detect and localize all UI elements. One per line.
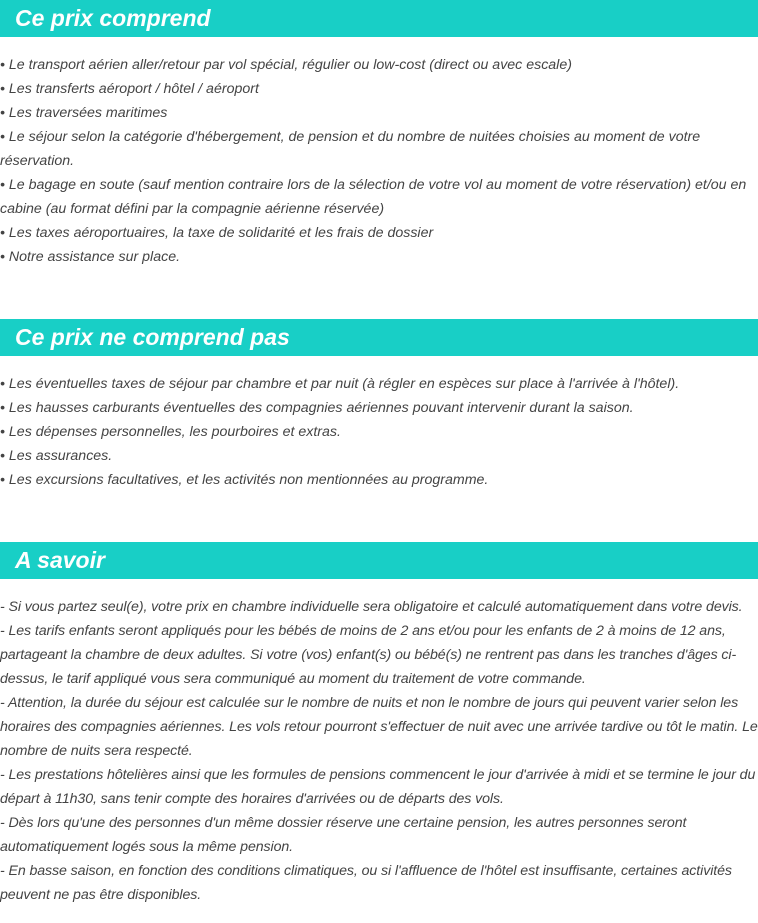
section-title: Ce prix ne comprend pas [15,324,290,350]
list-item: • Le séjour selon la catégorie d'hébergement, de pension et du nombre de nuitées choisies au moment de votre réservation. [0,129,701,169]
section-good-to-know [0,542,758,907]
list-item: - En basse saison, en fonction des conditions climatiques, ou si l'affluence de l'hôtel est insuffisante, certaines activités peuvent ne pas être disponibles. [0,863,732,903]
list-item: • Les traversées maritimes [0,105,168,121]
list-item: • Les éventuelles taxes de séjour par chambre et par nuit (à régler en espèces sur place à l'arrivée à l'hôtel). [0,376,680,392]
list-item: • Les excursions facultatives, et les activités non mentionnées au programme. [0,472,489,488]
section-header [0,542,758,579]
section-title: A savoir [15,547,105,573]
list-item: • Le bagage en soute (sauf mention contraire lors de la sélection de votre vol au moment de votre réservation) et/ou en cabine (au format défini par la compagnie aérienne réservée) [0,177,747,217]
list-item: • Les assurances. [0,448,113,464]
section-included [0,0,758,269]
section-not-included [0,319,758,492]
list-item: - Dès lors qu'une des personnes d'un même dossier réserve une certaine pension, les autres personnes seront automatiquement logés sous la même pension. [0,815,687,855]
not-included-list [0,372,758,492]
good-to-know-list [0,595,758,907]
list-item: • Les taxes aéroportuaires, la taxe de solidarité et les frais de dossier [0,225,434,241]
list-item: - Attention, la durée du séjour est calculée sur le nombre de nuits et non le nombre de jours qui peuvent varier selon les horaires des compagnies aériennes. Les vols retour pourront s'effectuer de nuit avec une arrivée tardive ou tôt le matin. Le nombre de nuits sera respecté. [0,695,758,759]
list-item: - Les tarifs enfants seront appliqués pour les bébés de moins de 2 ans et/ou pour les enfants de 2 à moins de 12 ans, partageant la chambre de deux adultes. Si votre (vos) enfant(s) ou bébé(s) ne rentrent pas dans les tranches d'âges ci-dessus, le tarif appliqué vous sera communiqué au moment du traitement de votre commande. [0,623,737,687]
list-item: • Les dépenses personnelles, les pourboires et extras. [0,424,341,440]
included-list [0,53,758,269]
list-item: • Le transport aérien aller/retour par vol spécial, régulier ou low-cost (direct ou avec escale) [0,57,572,73]
section-header [0,0,758,37]
list-item: - Les prestations hôtelières ainsi que les formules de pensions commencent le jour d'arrivée à midi et se termine le jour du départ à 11h30, sans tenir compte des horaires d'arrivées ou de départs des vols. [0,767,756,807]
list-item: - Si vous partez seul(e), votre prix en chambre individuelle sera obligatoire et calculé automatiquement dans votre devis. [0,599,743,615]
section-title: Ce prix comprend [15,5,211,31]
list-item: • Les hausses carburants éventuelles des compagnies aériennes pouvant intervenir durant la saison. [0,400,634,416]
list-item: • Les transferts aéroport / hôtel / aéroport [0,81,259,97]
section-header [0,319,758,356]
list-item: • Notre assistance sur place. [0,249,181,265]
